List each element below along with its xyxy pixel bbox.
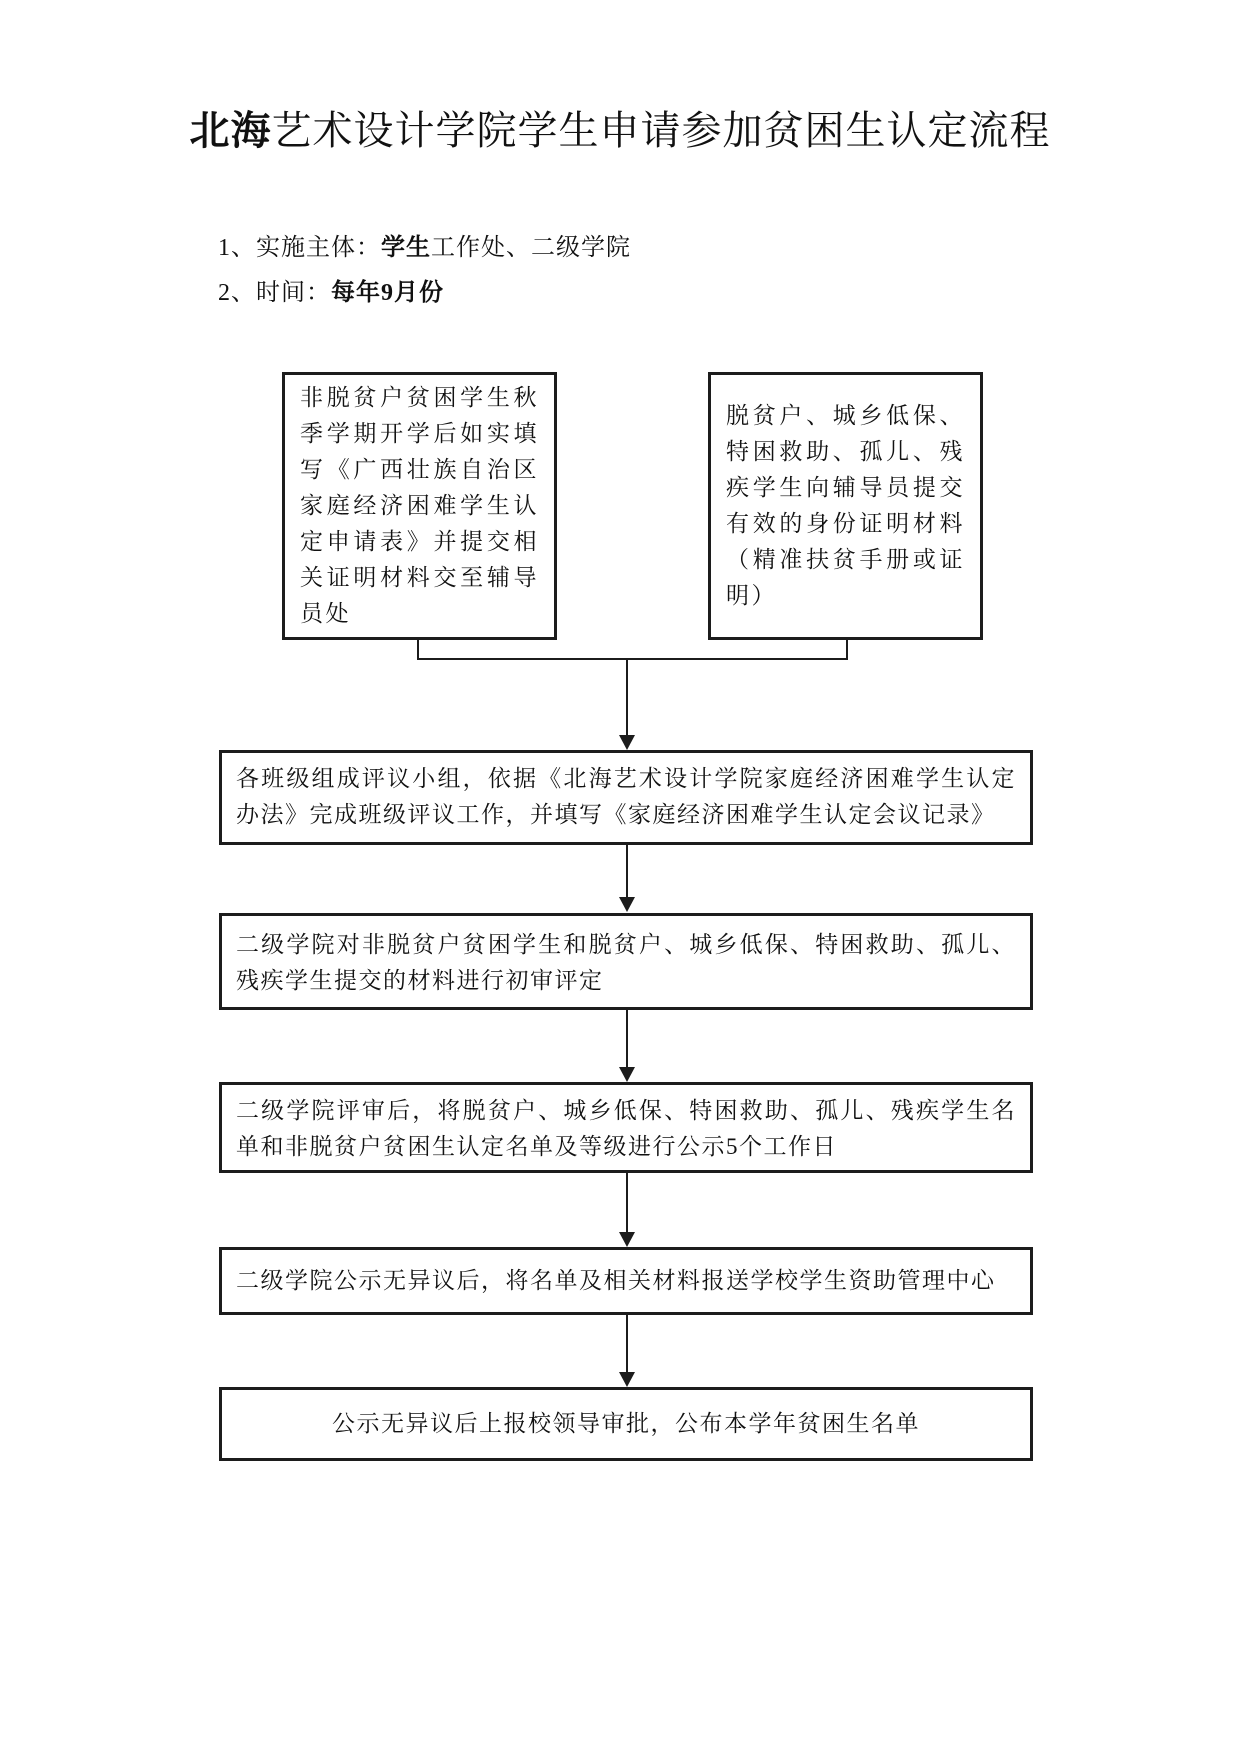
down-arrow-icon: [619, 1067, 635, 1082]
connector-stem-line: [626, 658, 628, 735]
connector-right-drop-line: [846, 640, 848, 660]
page-title-emphasis: 北海: [189, 109, 272, 153]
flow-box-college-initial-review: [219, 913, 1033, 1010]
page-title: [0, 106, 1240, 156]
flow-box-college-initial-review-text: 二级学院对非脱贫户贫困学生和脱贫户、城乡低保、特困救助、孤儿、残疾学生提交的材料进行初审评定: [236, 932, 1016, 993]
page-title-rest: 艺术设计学院学生申请参加贫困生认定流程: [271, 109, 1051, 153]
flow-box-class-review-group-text: 各班级组成评议小组，依据《北海艺术设计学院家庭经济困难学生认定办法》完成班级评议工作，并填写《家庭经济困难学生认定会议记录》: [236, 766, 1016, 827]
flow-box-poverty-relief-students-text: 脱贫户、城乡低保、特困救助、孤儿、残疾学生向辅导员提交有效的身份证明材料（精准扶贫手册或证明）: [726, 403, 965, 608]
flow-box-class-review-group: [219, 750, 1033, 845]
note-time-prefix: 2、时间：: [218, 280, 331, 306]
down-arrow-icon: [619, 735, 635, 750]
note-implementing-body-suffix: 工作处、二级学院: [431, 235, 631, 261]
note-implementing-body-prefix: 1、实施主体：: [218, 235, 381, 261]
note-implementing-body-emphasis: 学生: [381, 235, 431, 261]
flow-arrow-line-3: [626, 1173, 628, 1232]
flow-box-report-to-aid-center: [219, 1247, 1033, 1315]
down-arrow-icon: [619, 897, 635, 912]
note-time-emphasis: 每年9月份: [331, 280, 444, 306]
note-implementing-body: [218, 233, 631, 263]
down-arrow-icon: [619, 1372, 635, 1387]
note-time: [218, 278, 444, 308]
flow-arrow-line-1: [626, 845, 628, 897]
flow-box-final-approval-announcement-text: 公示无异议后上报校领导审批，公布本学年贫困生名单: [332, 1411, 920, 1436]
connector-left-drop-line: [417, 640, 419, 660]
flow-box-non-poverty-household-students: [282, 372, 557, 640]
flow-box-report-to-aid-center-text: 二级学院公示无异议后，将名单及相关材料报送学校学生资助管理中心: [236, 1268, 996, 1293]
flow-box-college-publicity-text: 二级学院评审后，将脱贫户、城乡低保、特困救助、孤儿、残疾学生名单和非脱贫户贫困生认定名单及等级进行公示5个工作日: [236, 1098, 1016, 1159]
down-arrow-icon: [619, 1232, 635, 1247]
flow-box-college-publicity: [219, 1082, 1033, 1173]
flow-box-final-approval-announcement: [219, 1387, 1033, 1461]
flow-arrow-line-4: [626, 1315, 628, 1372]
connector-horizontal-line: [417, 658, 848, 660]
flow-box-poverty-relief-students: [708, 372, 983, 640]
flow-box-non-poverty-household-students-text: 非脱贫户贫困学生秋季学期开学后如实填写《广西壮族自治区家庭经济困难学生认定申请表》并提交相关证明材料交至辅导员处: [300, 385, 539, 626]
flow-arrow-line-2: [626, 1010, 628, 1067]
